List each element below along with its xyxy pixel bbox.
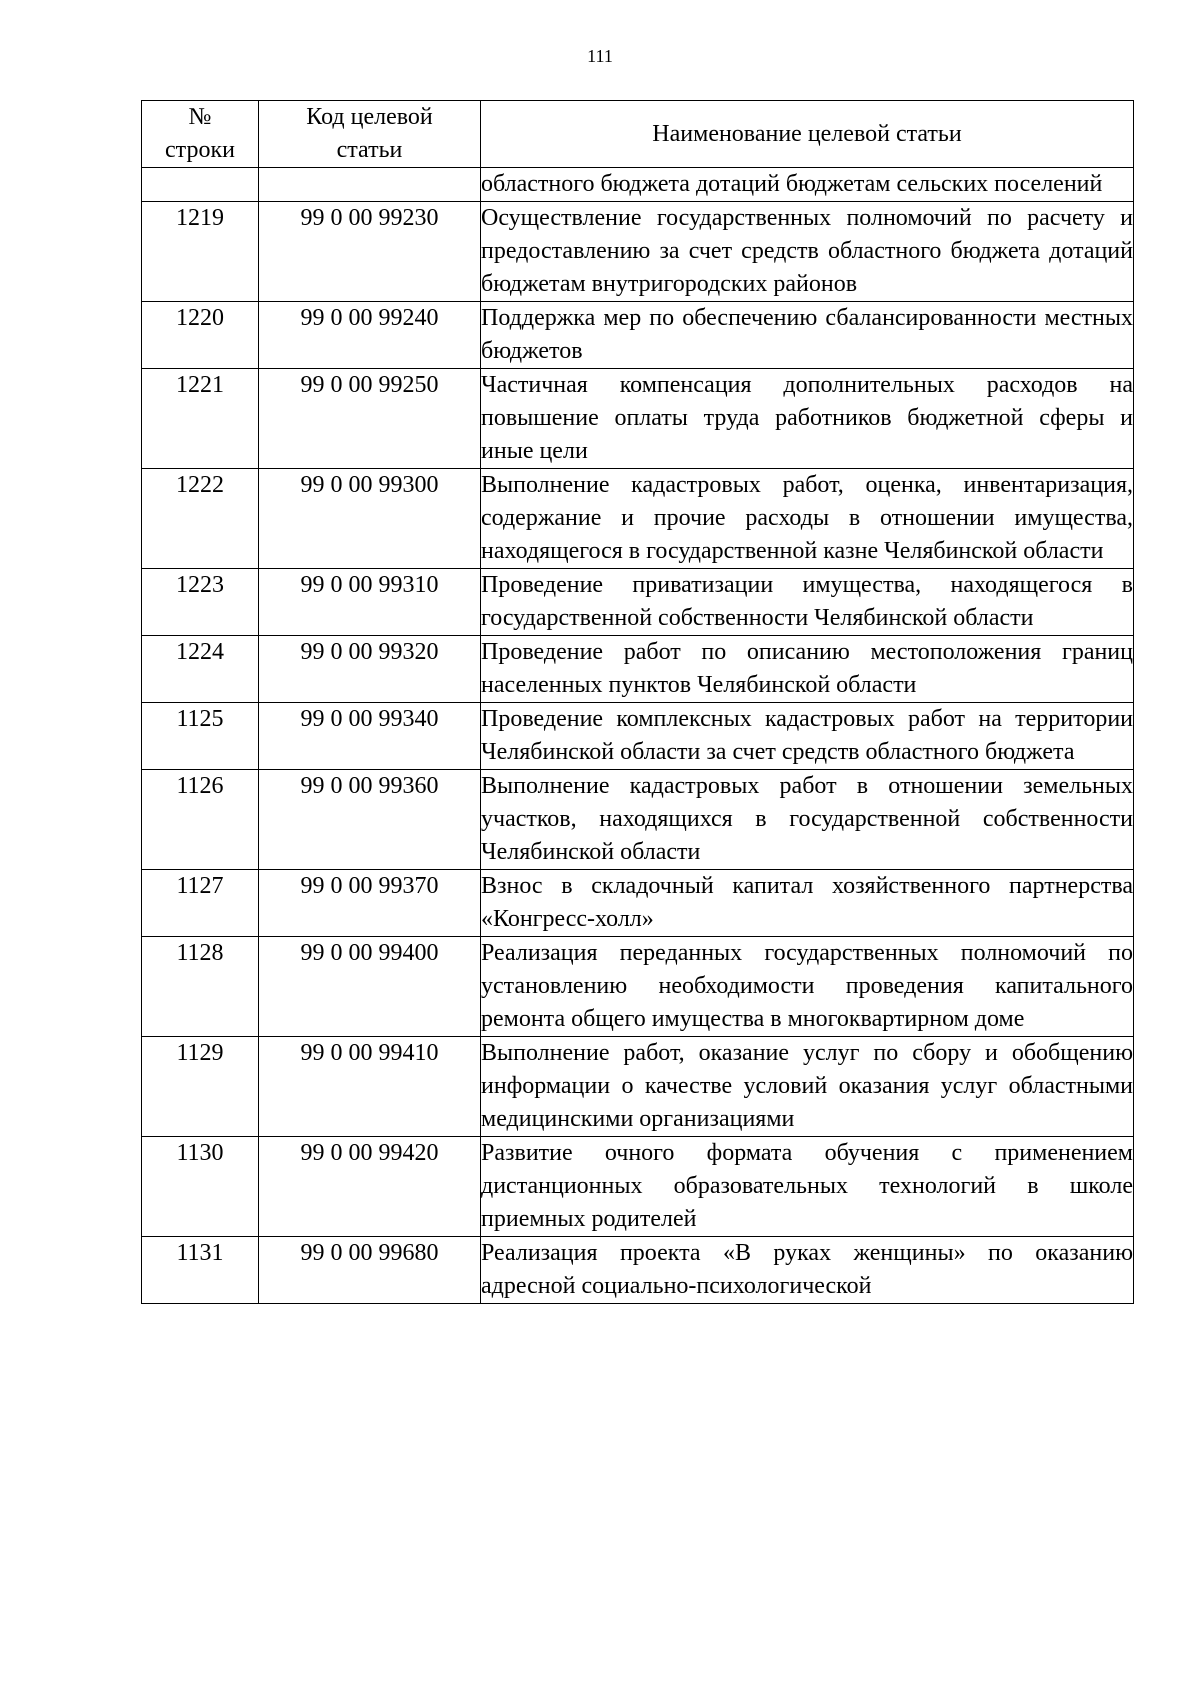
row-number: 1127 [142,870,259,937]
header-target-code-line1: Код целевой [306,104,433,130]
table-row [142,1037,1134,1137]
row-number: 1220 [142,302,259,369]
target-code: 99 0 00 99320 [259,636,481,703]
target-code: 99 0 00 99240 [259,302,481,369]
table-row [142,636,1134,703]
row-number: 1131 [142,1237,259,1304]
row-number: 1223 [142,569,259,636]
target-code: 99 0 00 99410 [259,1037,481,1137]
target-code: 99 0 00 99360 [259,770,481,870]
target-name: областного бюджета дотаций бюджетам сельских поселений [481,168,1134,202]
target-name: Взнос в складочный капитал хозяйственного партнерства «Конгресс-холл» [481,870,1134,937]
row-number: 1221 [142,369,259,469]
target-code: 99 0 00 99300 [259,469,481,569]
row-number: 1125 [142,703,259,770]
table-row [142,770,1134,870]
table-row [142,569,1134,636]
row-number: 1222 [142,469,259,569]
target-name: Осуществление государственных полномочий по расчету и предоставлению за счет средств областного бюджета дотаций бюджетам внутригородских районов [481,202,1134,302]
table-row [142,469,1134,569]
target-name: Реализация проекта «В руках женщины» по оказанию адресной социально-психологической [481,1237,1134,1304]
row-number: 1126 [142,770,259,870]
target-name: Выполнение работ, оказание услуг по сбору и обобщению информации о качестве условий оказания услуг областными медицинскими организациями [481,1037,1134,1137]
target-code: 99 0 00 99370 [259,870,481,937]
target-articles-table [141,100,1134,1304]
target-code: 99 0 00 99340 [259,703,481,770]
table-row [142,202,1134,302]
target-code: 99 0 00 99230 [259,202,481,302]
target-name: Частичная компенсация дополнительных расходов на повышение оплаты труда работников бюджетной сферы и иные цели [481,369,1134,469]
row-number: 1219 [142,202,259,302]
target-code: 99 0 00 99250 [259,369,481,469]
row-number [142,168,259,202]
header-row-number-line2: строки [165,137,235,163]
table-row [142,369,1134,469]
table-row [142,1137,1134,1237]
target-name: Проведение приватизации имущества, находящегося в государственной собственности Челябинской области [481,569,1134,636]
table-row [142,937,1134,1037]
row-number: 1224 [142,636,259,703]
target-code [259,168,481,202]
target-name: Выполнение кадастровых работ в отношении земельных участков, находящихся в государственной собственности Челябинской области [481,770,1134,870]
header-row-number-line1: № [188,104,212,130]
target-name: Выполнение кадастровых работ, оценка, инвентаризация, содержание и прочие расходы в отношении имущества, находящегося в государственной казне Челябинской области [481,469,1134,569]
target-code: 99 0 00 99310 [259,569,481,636]
table-row [142,703,1134,770]
target-code: 99 0 00 99680 [259,1237,481,1304]
target-name: Проведение комплексных кадастровых работ на территории Челябинской области за счет средств областного бюджета [481,703,1134,770]
table-row [142,870,1134,937]
table-header-row [142,101,1134,168]
header-target-code [259,101,481,168]
target-name: Реализация переданных государственных полномочий по установлению необходимости проведения капитального ремонта общего имущества в многоквартирном доме [481,937,1134,1037]
target-name: Развитие очного формата обучения с применением дистанционных образовательных технологий в школе приемных родителей [481,1137,1134,1237]
row-number: 1129 [142,1037,259,1137]
target-code: 99 0 00 99420 [259,1137,481,1237]
header-target-name: Наименование целевой статьи [481,101,1134,168]
header-target-code-line2: статьи [336,137,403,163]
target-name: Поддержка мер по обеспечению сбалансированности местных бюджетов [481,302,1134,369]
table-row [142,168,1134,202]
table-row [142,1237,1134,1304]
row-number: 1130 [142,1137,259,1237]
header-row-number [142,101,259,168]
page-number: 111 [587,46,613,66]
target-name: Проведение работ по описанию местоположения границ населенных пунктов Челябинской области [481,636,1134,703]
row-number: 1128 [142,937,259,1037]
table-row [142,302,1134,369]
target-code: 99 0 00 99400 [259,937,481,1037]
